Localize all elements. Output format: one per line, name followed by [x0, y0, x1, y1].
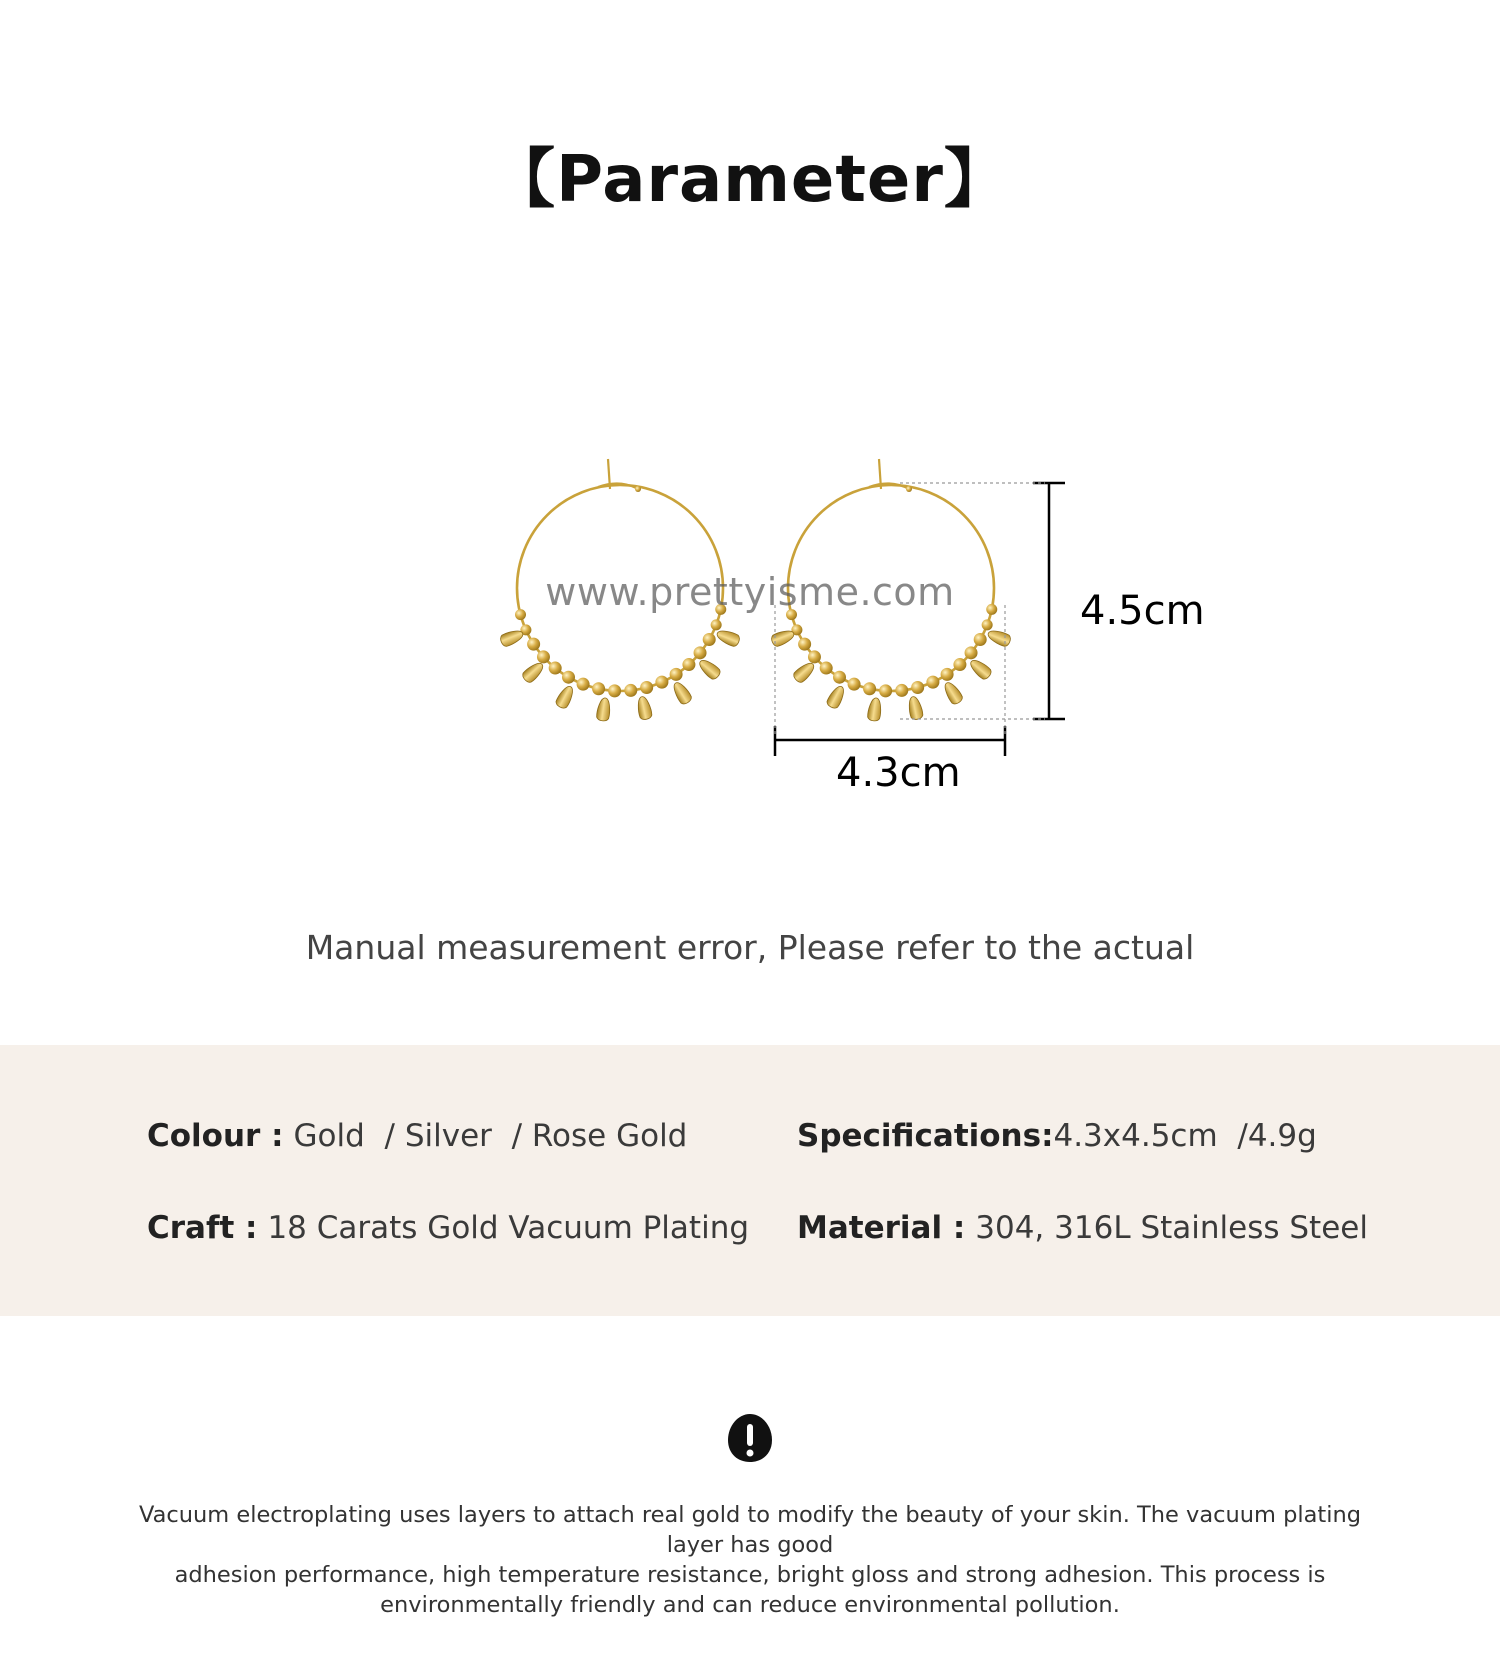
earring-product-image: [0, 0, 1500, 820]
watermark: www.prettyisme.com: [545, 570, 955, 614]
spec-colour-label: Colour :: [147, 1118, 284, 1154]
spec-specifications: [797, 1118, 1317, 1154]
spec-colour-value: Gold / Silver / Rose Gold: [293, 1118, 688, 1154]
width-dimension-label: 4.3cm: [836, 750, 961, 796]
spec-craft-label: Craft :: [147, 1210, 258, 1246]
description-line: adhesion performance, high temperature resistance, bright gloss and strong adhesion. This process is: [174, 1562, 1326, 1588]
description-line: Vacuum electroplating uses layers to attach real gold to modify the beauty of your skin. The vacuum plating layer has good: [138, 1502, 1362, 1558]
spec-material-label: Material :: [797, 1210, 966, 1246]
page-title: 【Parameter】: [491, 143, 1009, 217]
height-dimension-label: 4.5cm: [1080, 588, 1205, 634]
spec-craft-value: 18 Carats Gold Vacuum Plating: [267, 1210, 750, 1246]
spec-specifications-label: Specifications:: [797, 1118, 1054, 1154]
description-line: environmentally friendly and can reduce environmental pollution.: [380, 1592, 1120, 1618]
measurement-note: Manual measurement error, Please refer to the actual: [305, 928, 1195, 967]
spec-colour: [147, 1118, 687, 1154]
spec-material: [797, 1210, 1368, 1246]
spec-panel: [0, 1045, 1500, 1316]
exclamation-icon: [726, 1412, 774, 1464]
spec-material-value: 304, 316L Stainless Steel: [975, 1210, 1368, 1246]
plating-description: [130, 1500, 1370, 1620]
spec-specifications-value: 4.3x4.5cm /4.9g: [1053, 1118, 1317, 1154]
spec-craft: [147, 1210, 749, 1246]
